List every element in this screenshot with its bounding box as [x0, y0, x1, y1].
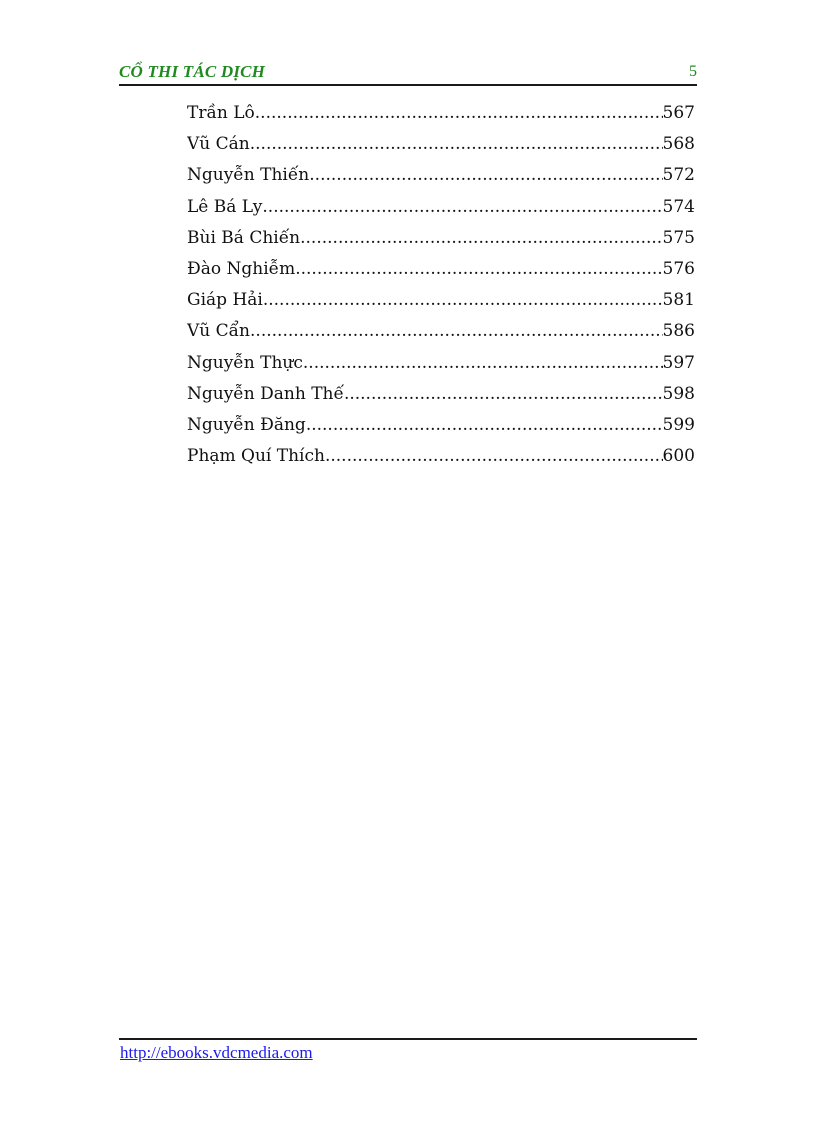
toc-entry-name: Nguyễn Thiến: [187, 165, 310, 186]
toc-entry: [187, 256, 695, 287]
toc-entry-name: Đào Nghiễm: [187, 258, 296, 279]
toc-entry-name: Giáp Hải: [187, 290, 263, 311]
toc-entry-page: 568: [662, 134, 695, 155]
toc-entry: [187, 131, 695, 162]
toc-entry-page: 576: [662, 258, 695, 279]
toc-entry-name: Trần Lô: [187, 103, 255, 123]
toc-entry-page: 575: [662, 227, 695, 248]
dot-leader: [300, 225, 662, 251]
toc-entry-name: Vũ Cán: [187, 134, 250, 155]
table-of-contents: [187, 100, 695, 474]
toc-entry-page: 597: [662, 352, 695, 373]
dot-leader: [255, 100, 663, 126]
dot-leader: [303, 350, 663, 376]
toc-entry-name: Vũ Cẩn: [187, 321, 251, 342]
dot-leader: [344, 381, 663, 407]
footer-website-link[interactable]: http://ebooks.vdcmedia.com: [120, 1043, 313, 1062]
toc-entry-page: 574: [662, 196, 695, 217]
toc-entry: [187, 162, 695, 193]
toc-entry-page: 586: [662, 321, 695, 342]
toc-entry: [187, 225, 695, 256]
toc-entry-page: 581: [662, 290, 695, 311]
toc-entry-name: Bùi Bá Chiến: [187, 227, 301, 248]
toc-entry-page: 572: [662, 165, 695, 186]
toc-entry-name: Nguyễn Danh Thế: [187, 383, 344, 404]
page-header: [119, 62, 697, 86]
toc-entry-page: 598: [662, 383, 695, 404]
dot-leader: [263, 287, 663, 313]
footer-divider: [119, 1038, 697, 1040]
toc-entry: [187, 194, 695, 225]
toc-entry: [187, 350, 695, 381]
book-title: CỔ THI TÁC DỊCH: [119, 62, 266, 81]
toc-entry-name: Nguyễn Thực: [187, 352, 303, 373]
dot-leader: [262, 194, 662, 220]
toc-entry-page: 600: [662, 446, 695, 467]
toc-entry-name: Lê Bá Ly: [187, 196, 263, 217]
dot-leader: [250, 318, 663, 344]
page-number: 5: [689, 63, 697, 80]
dot-leader: [306, 412, 663, 438]
toc-entry-page: 599: [662, 414, 695, 435]
dot-leader: [309, 162, 662, 188]
toc-entry-page: 567: [662, 103, 695, 123]
toc-entry: [187, 287, 695, 318]
dot-leader: [295, 256, 662, 282]
dot-leader: [325, 443, 663, 469]
toc-entry: [187, 318, 695, 349]
toc-entry: [187, 443, 695, 474]
toc-entry-name: Phạm Quí Thích: [187, 446, 325, 467]
toc-entry: [187, 100, 695, 131]
toc-entry: [187, 381, 695, 412]
toc-entry-name: Nguyễn Đăng: [187, 414, 306, 435]
dot-leader: [250, 131, 663, 157]
toc-entry: [187, 412, 695, 443]
